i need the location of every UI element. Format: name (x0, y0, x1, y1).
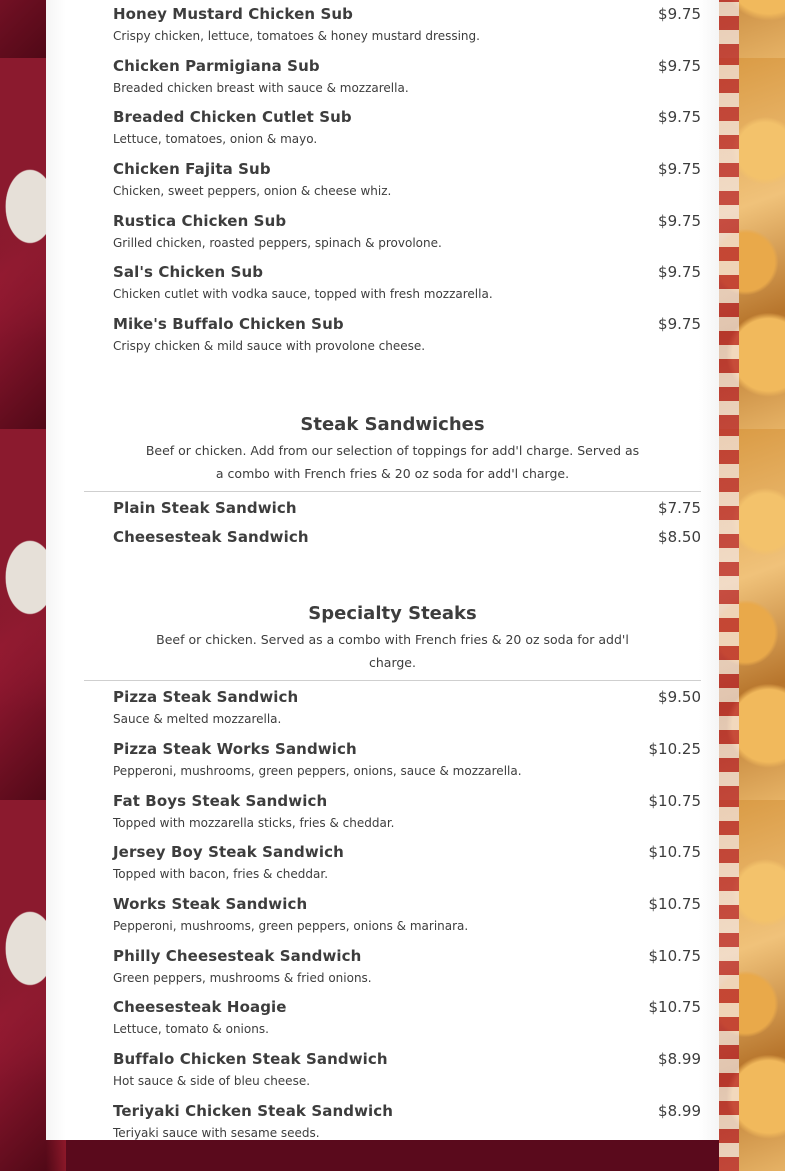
menu-item (113, 528, 701, 546)
item-description: Hot sauce & side of bleu cheese. (113, 1074, 311, 1088)
item-name: Fat Boys Steak Sandwich (113, 792, 328, 810)
item-name: Philly Cheesesteak Sandwich (113, 947, 362, 965)
menu-item (113, 1102, 701, 1140)
item-name: Pizza Steak Sandwich (113, 688, 299, 706)
item-name: Cheesesteak Hoagie (113, 998, 287, 1016)
menu-item (113, 5, 701, 43)
item-description: Crispy chicken & mild sauce with provolone cheese. (113, 339, 426, 353)
item-description: Chicken, sweet peppers, onion & cheese whiz. (113, 184, 392, 198)
item-description: Topped with mozzarella sticks, fries & cheddar. (113, 816, 395, 830)
item-price: $10.75 (648, 792, 701, 810)
item-price: $10.75 (648, 895, 701, 913)
menu-item (113, 160, 701, 198)
item-description: Lettuce, tomatoes, onion & mayo. (113, 132, 318, 146)
item-name: Mike's Buffalo Chicken Sub (113, 315, 344, 333)
item-price: $10.75 (648, 947, 701, 965)
item-price: $8.99 (658, 1102, 701, 1120)
item-description: Pepperoni, mushrooms, green peppers, onions, sauce & mozzarella. (113, 764, 522, 778)
item-price: $9.50 (658, 688, 701, 706)
item-description: Pepperoni, mushrooms, green peppers, onions & marinara. (113, 919, 469, 933)
menu-item (113, 688, 701, 726)
menu-item (113, 740, 701, 778)
item-description: Sauce & melted mozzarella. (113, 712, 282, 726)
item-name: Chicken Fajita Sub (113, 160, 271, 178)
item-description: Crispy chicken, lettuce, tomatoes & honey mustard dressing. (113, 29, 480, 43)
item-price: $9.75 (658, 108, 701, 126)
item-price: $7.75 (658, 499, 701, 517)
item-name: Breaded Chicken Cutlet Sub (113, 108, 352, 126)
item-description: Breaded chicken breast with sauce & mozzarella. (113, 81, 409, 95)
item-description: Teriyaki sauce with sesame seeds. (113, 1126, 320, 1140)
section-description: Beef or chicken. Served as a combo with French fries & 20 oz soda for add'l (156, 632, 629, 647)
menu-item (113, 998, 701, 1036)
item-price: $10.75 (648, 843, 701, 861)
item-description: Grilled chicken, roasted peppers, spinach & provolone. (113, 236, 442, 250)
item-price: $9.75 (658, 57, 701, 75)
item-price: $10.25 (648, 740, 701, 758)
item-name: Rustica Chicken Sub (113, 212, 287, 230)
item-price: $10.75 (648, 998, 701, 1016)
item-price: $9.75 (658, 5, 701, 23)
section-divider (84, 491, 701, 492)
item-price: $9.75 (658, 160, 701, 178)
item-name: Works Steak Sandwich (113, 895, 308, 913)
menu-item (113, 843, 701, 881)
item-name: Chicken Parmigiana Sub (113, 57, 320, 75)
menu-item (113, 212, 701, 250)
background-photo-right (719, 800, 785, 1171)
section-title: Steak Sandwiches (300, 414, 485, 435)
menu-item (113, 1050, 701, 1088)
menu-item (113, 108, 701, 146)
item-description: Lettuce, tomato & onions. (113, 1022, 269, 1036)
item-name: Plain Steak Sandwich (113, 499, 297, 517)
menu-item (113, 499, 701, 517)
menu-item (113, 315, 701, 353)
item-name: Buffalo Chicken Steak Sandwich (113, 1050, 388, 1068)
item-name: Pizza Steak Works Sandwich (113, 740, 357, 758)
menu-item (113, 57, 701, 95)
item-price: $9.75 (658, 315, 701, 333)
item-name: Teriyaki Chicken Steak Sandwich (113, 1102, 394, 1120)
item-description: Topped with bacon, fries & cheddar. (113, 867, 329, 881)
section-description: a combo with French fries & 20 oz soda for add'l charge. (215, 466, 570, 481)
item-name: Honey Mustard Chicken Sub (113, 5, 353, 23)
menu-item (113, 792, 701, 830)
menu-item (113, 895, 701, 933)
item-description: Chicken cutlet with vodka sauce, topped with fresh mozzarella. (113, 287, 493, 301)
background-photo-right (719, 429, 785, 800)
section-title: Specialty Steaks (308, 603, 477, 624)
item-name: Jersey Boy Steak Sandwich (113, 843, 344, 861)
background-photo-right (719, 58, 785, 429)
section-divider (84, 680, 701, 681)
item-name: Cheesesteak Sandwich (113, 528, 309, 546)
item-price: $8.50 (658, 528, 701, 546)
item-price: $9.75 (658, 212, 701, 230)
section-description: Beef or chicken. Add from our selection of toppings for add'l charge. Served as (145, 443, 640, 458)
menu-item (113, 263, 701, 301)
menu-item (113, 947, 701, 985)
section-description: charge. (369, 655, 416, 670)
item-price: $8.99 (658, 1050, 701, 1068)
item-price: $9.75 (658, 263, 701, 281)
background-photo-right (719, 0, 785, 58)
item-name: Sal's Chicken Sub (113, 263, 264, 281)
item-description: Green peppers, mushrooms & fried onions. (113, 971, 372, 985)
